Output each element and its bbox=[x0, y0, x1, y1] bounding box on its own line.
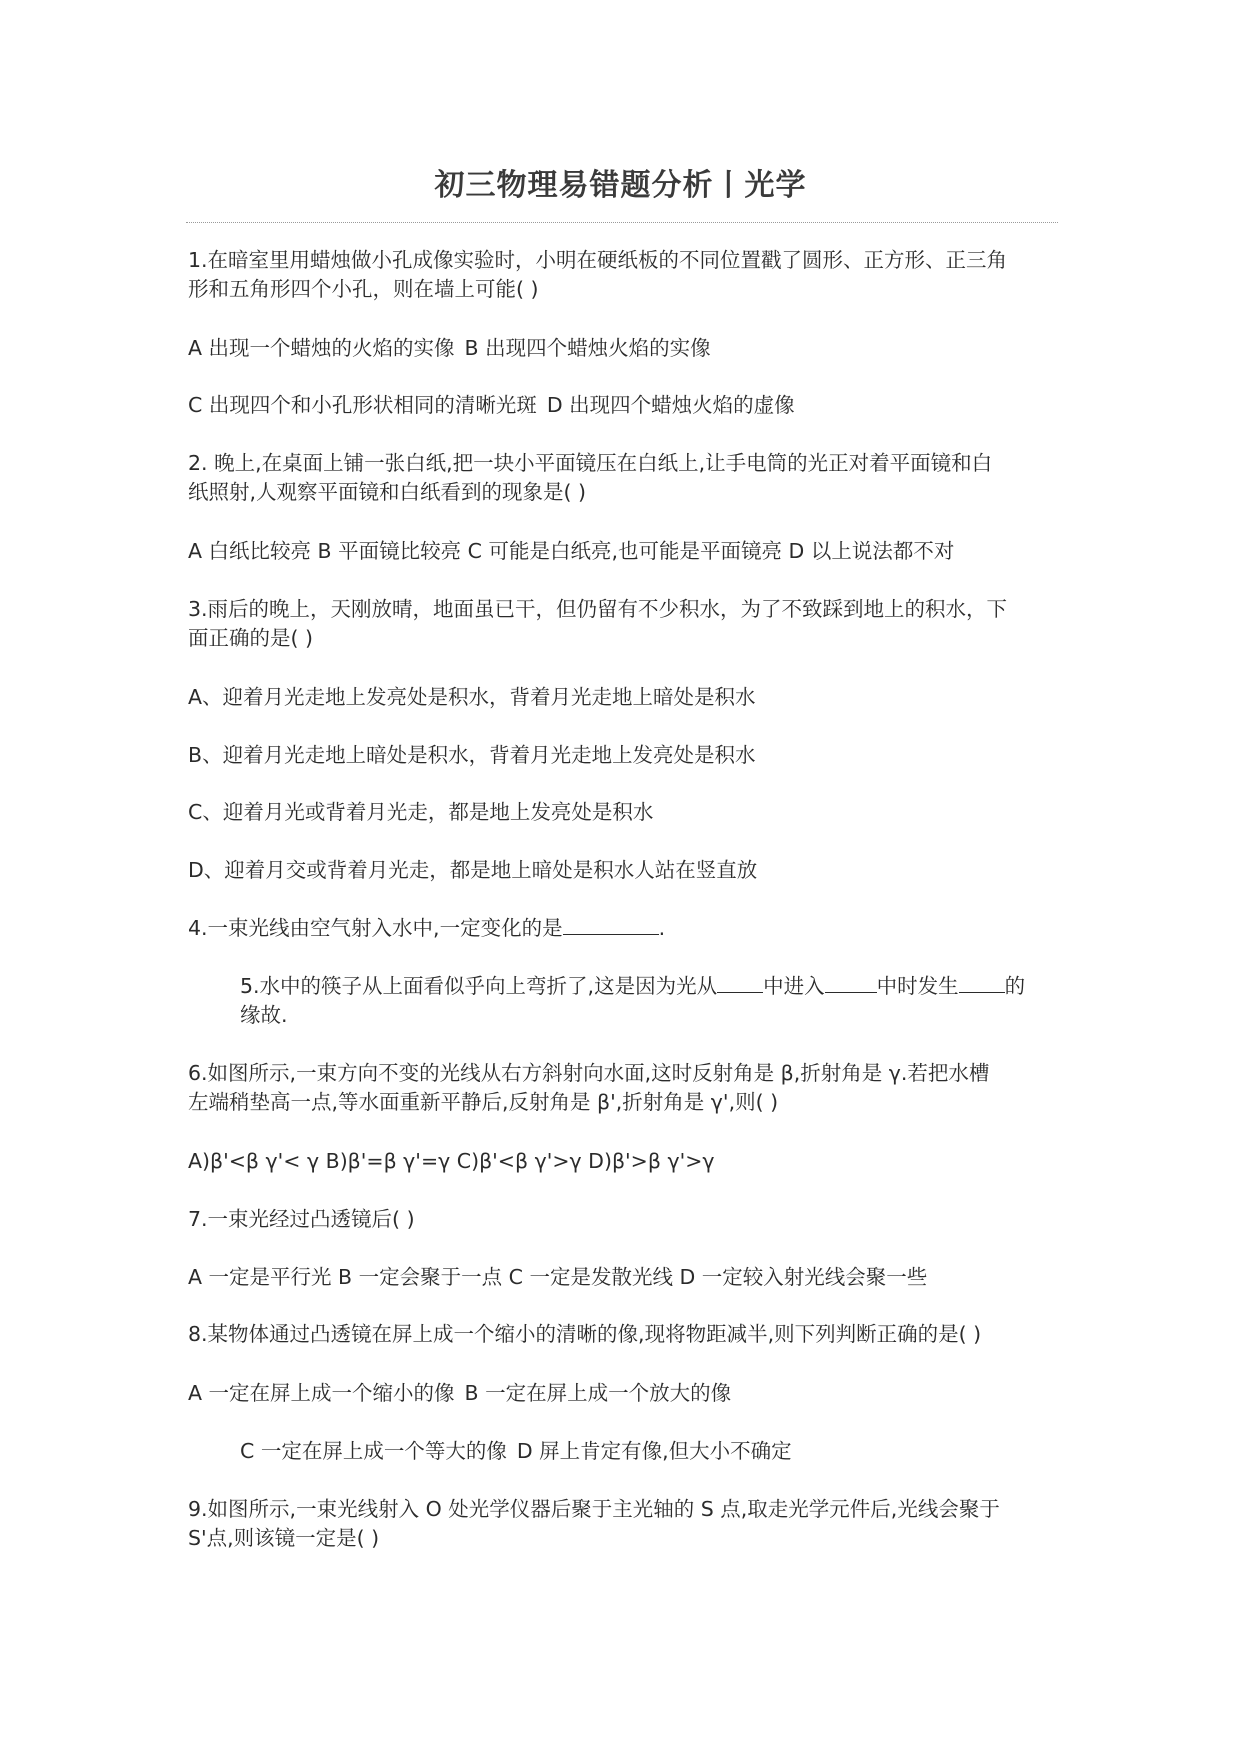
q8-option-b: B 一定在屏上成一个放大的像 bbox=[464, 1381, 732, 1405]
q5-blank1 bbox=[717, 972, 763, 993]
q3-option-b: B、迎着月光走地上暗处是积水，背着月光走地上发亮处是积水 bbox=[188, 743, 756, 767]
q5-part3: 中时发生 bbox=[876, 974, 959, 998]
q8-options-cd bbox=[240, 1437, 802, 1465]
q9-line2: S'点,则该镜一定是( ) bbox=[188, 1526, 380, 1550]
q4-text: 4.一束光线由空气射入水中,一定变化的是 bbox=[188, 916, 563, 940]
q7-options: A 一定是平行光 B 一定会聚于一点 C 一定是发散光线 D 一定较入射光线会聚一些 bbox=[188, 1265, 928, 1289]
q3-option-c: C、迎着月光或背着月光走，都是地上发亮处是积水 bbox=[188, 800, 654, 824]
q1-line1: 1.在暗室里用蜡烛做小孔成像实验时，小明在硬纸板的不同位置戳了圆形、正方形、正三角 bbox=[188, 248, 1008, 272]
q8-option-d: D 屏上肯定有像,但大小不确定 bbox=[516, 1439, 792, 1463]
page-title: 初三物理易错题分析丨光学 bbox=[434, 168, 807, 203]
q1-option-a: A 出现一个蜡烛的火焰的实像 bbox=[188, 336, 455, 360]
q1-line2: 形和五角形四个小孔，则在墙上可能( ) bbox=[188, 277, 539, 301]
q3-option-d: D、迎着月交或背着月光走，都是地上暗处是积水人站在竖直放 bbox=[188, 858, 758, 882]
q3-line1: 3.雨后的晚上，天刚放晴，地面虽已干，但仍留有不少积水，为了不致踩到地上的积水，下 bbox=[188, 597, 1008, 621]
q8-options-ab bbox=[188, 1379, 741, 1407]
q5-line2: 缘故. bbox=[240, 1003, 288, 1027]
q2-options: A 白纸比较亮 B 平面镜比较亮 C 可能是白纸亮,也可能是平面镜亮 D 以上说法都不对 bbox=[188, 539, 955, 563]
q1-option-c: C 出现四个和小孔形状相同的清晰光斑 bbox=[188, 393, 537, 417]
q1-options-ab bbox=[188, 334, 721, 362]
q5-part4: 的 bbox=[1004, 974, 1026, 998]
q6-line1: 6.如图所示,一束方向不变的光线从右方斜射向水面,这时反射角是 β,折射角是 γ.若把水槽 bbox=[188, 1061, 990, 1085]
q3-option-a: A、迎着月光走地上发亮处是积水，背着月光走地上暗处是积水 bbox=[188, 685, 756, 709]
q5-blank2 bbox=[825, 972, 877, 993]
title-divider bbox=[186, 222, 1058, 223]
q1-option-d: D 出现四个蜡烛火焰的虚像 bbox=[546, 393, 795, 417]
q1-options-cd bbox=[188, 391, 805, 419]
q8-line1: 8.某物体通过凸透镜在屏上成一个缩小的清晰的像,现将物距减半,则下列判断正确的是( ) bbox=[188, 1322, 982, 1346]
q5-blank3 bbox=[959, 972, 1005, 993]
q6-line2: 左端稍垫高一点,等水面重新平静后,反射角是 β',折射角是 γ',则( ) bbox=[188, 1090, 779, 1114]
q4-blank bbox=[563, 914, 659, 935]
q8-option-c: C 一定在屏上成一个等大的像 bbox=[240, 1439, 507, 1463]
q5-line1 bbox=[240, 972, 1025, 1000]
q3-line2: 面正确的是( ) bbox=[188, 626, 314, 650]
q6-options: A)β'<β γ'< γ B)β'=β γ'=γ C)β'<β γ'>γ D)β'>β γ'>γ bbox=[188, 1149, 715, 1173]
q2-line1: 2. 晚上,在桌面上铺一张白纸,把一块小平面镜压在白纸上,让手电筒的光正对着平面镜和白 bbox=[188, 451, 993, 475]
q2-line2: 纸照射,人观察平面镜和白纸看到的现象是( ) bbox=[188, 480, 587, 504]
q5-part2: 中进入 bbox=[763, 974, 825, 998]
q4-end: . bbox=[658, 916, 666, 940]
q1-option-b: B 出现四个蜡烛火焰的实像 bbox=[464, 336, 711, 360]
q8-option-a: A 一定在屏上成一个缩小的像 bbox=[188, 1381, 455, 1405]
q4-line bbox=[188, 914, 665, 942]
q9-line1: 9.如图所示,一束光线射入 O 处光学仪器后聚于主光轴的 S 点,取走光学元件后,光线会聚于 bbox=[188, 1497, 1000, 1521]
q7-line1: 7.一束光经过凸透镜后( ) bbox=[188, 1207, 415, 1231]
q5-part1: 5.水中的筷子从上面看似乎向上弯折了,这是因为光从 bbox=[240, 974, 718, 998]
